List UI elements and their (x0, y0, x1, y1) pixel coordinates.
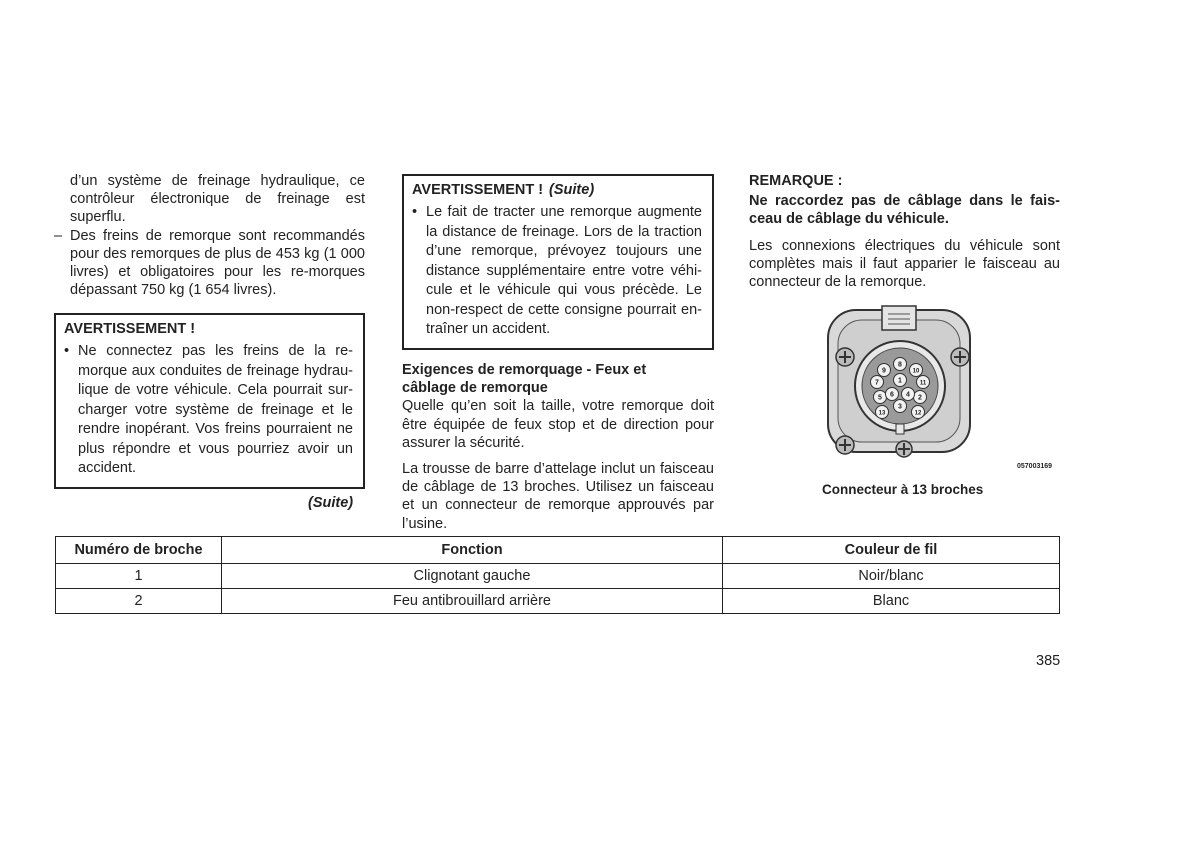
pin-label: 8 (898, 361, 902, 369)
section-heading-line2: câblage de remorque (402, 380, 548, 397)
screw-icon (951, 348, 969, 366)
intro-paragraph: d’un système de freinage hydraulique, ce contrôleur électronique de freinage est superflu. (70, 173, 365, 226)
warning-title: AVERTISSEMENT ! (64, 321, 196, 337)
warning-text-2: Le fait de tracter une remorque augmente la distance de freinage. Lors de la traction d’une remorque, prévoyez toujours une distance supplémentaire entre votre véhi-cule et le véhicule qui vous précède. Le non-respect de cette consigne pourrait en-traîner un accident. (426, 204, 702, 337)
table-header-cell: Fonction (222, 537, 723, 564)
pin-label: 10 (912, 368, 920, 375)
table-cell: 1 (56, 564, 222, 589)
table-cell: Blanc (723, 589, 1060, 614)
connector-illustration (820, 300, 1065, 470)
warning-box-1 (54, 313, 365, 489)
screw-icon (836, 436, 854, 454)
figure-code: 057003169 (1017, 463, 1053, 470)
warning-title-2 (412, 182, 702, 198)
pin-label: 5 (878, 394, 882, 402)
pin-label: 2 (918, 394, 922, 402)
warning-title-text: AVERTISSEMENT ! (412, 182, 544, 198)
column-1 (54, 172, 365, 299)
warning-suite-label: (Suite) (549, 182, 595, 198)
screw-icon (896, 441, 912, 457)
pin-label: 6 (890, 391, 894, 399)
column-3 (749, 172, 1060, 291)
page-number: 385 (1036, 653, 1061, 669)
suite-label: (Suite) (308, 495, 354, 511)
table-cell: Clignotant gauche (222, 564, 723, 589)
screw-icon (836, 348, 854, 366)
remark-title: REMARQUE : (749, 173, 843, 189)
figure-caption: Connecteur à 13 broches (822, 482, 984, 497)
warning-bullet-item (64, 342, 353, 479)
pin-table (55, 536, 1060, 614)
pin-label: 4 (906, 391, 910, 399)
warning-bullet-item-2 (412, 203, 702, 340)
pin-label: 13 (878, 410, 886, 417)
pin-label: 1 (898, 377, 902, 385)
pin-label: 9 (882, 367, 886, 375)
list-item (54, 227, 365, 300)
warning-text: Ne connectez pas les freins de la re-morque aux conduites de freinage hydrau-lique de votre véhicule. Cela pourrait sur-charger votre système de freinage et le rendre inopérant. Vos freins pourraient ne plus répondre et vous pourriez avoir un accident. (78, 343, 353, 476)
column-2-body (402, 361, 714, 533)
dash-marker: – (54, 227, 63, 244)
socket-key (896, 424, 904, 434)
list-item-text: Des freins de remorque sont recommandés pour des remorques de plus de 453 kg (1 000 livres) et obligatoires pour les re-morques dépassant 750 kg (1 654 livres). (70, 227, 365, 299)
warning-box-2 (402, 174, 714, 350)
table-header-row (56, 537, 1060, 564)
table-row (56, 564, 1060, 589)
table-cell: 2 (56, 589, 222, 614)
bullet-marker: • (64, 343, 70, 359)
table-row (56, 589, 1060, 614)
pin-label: 7 (875, 379, 879, 387)
bullet-marker: • (412, 204, 418, 220)
table-header-cell: Couleur de fil (723, 537, 1060, 564)
remark-text: Ne raccordez pas de câblage dans le fais-ceau de câblage du véhicule. (749, 193, 1060, 228)
pin-label: 3 (898, 403, 902, 411)
section-heading (402, 361, 714, 397)
remark-paragraph: Les connexions électriques du véhicule sont complètes mais il faut apparier le faisceau au connecteur de la remorque. (749, 237, 1060, 291)
section-heading-line1: Exigences de remorquage - Feux et (402, 362, 647, 378)
paragraph-harness: La trousse de barre d’attelage inclut un faisceau de câblage de 13 broches. Utilisez un faisceau et un connecteur de remorque approuvés par l’usine. (402, 461, 714, 532)
table-header-cell: Numéro de broche (56, 537, 222, 564)
table-cell: Noir/blanc (723, 564, 1060, 589)
table-cell: Feu antibrouillard arrière (222, 589, 723, 614)
connector-latch (882, 306, 916, 330)
pin-label: 11 (919, 380, 927, 387)
pin-label: 12 (914, 410, 922, 417)
paragraph-lights: Quelle qu’en soit la taille, votre remorque doit être équipée de feux stop et de direction pour assurer la sécurité. (402, 398, 714, 451)
